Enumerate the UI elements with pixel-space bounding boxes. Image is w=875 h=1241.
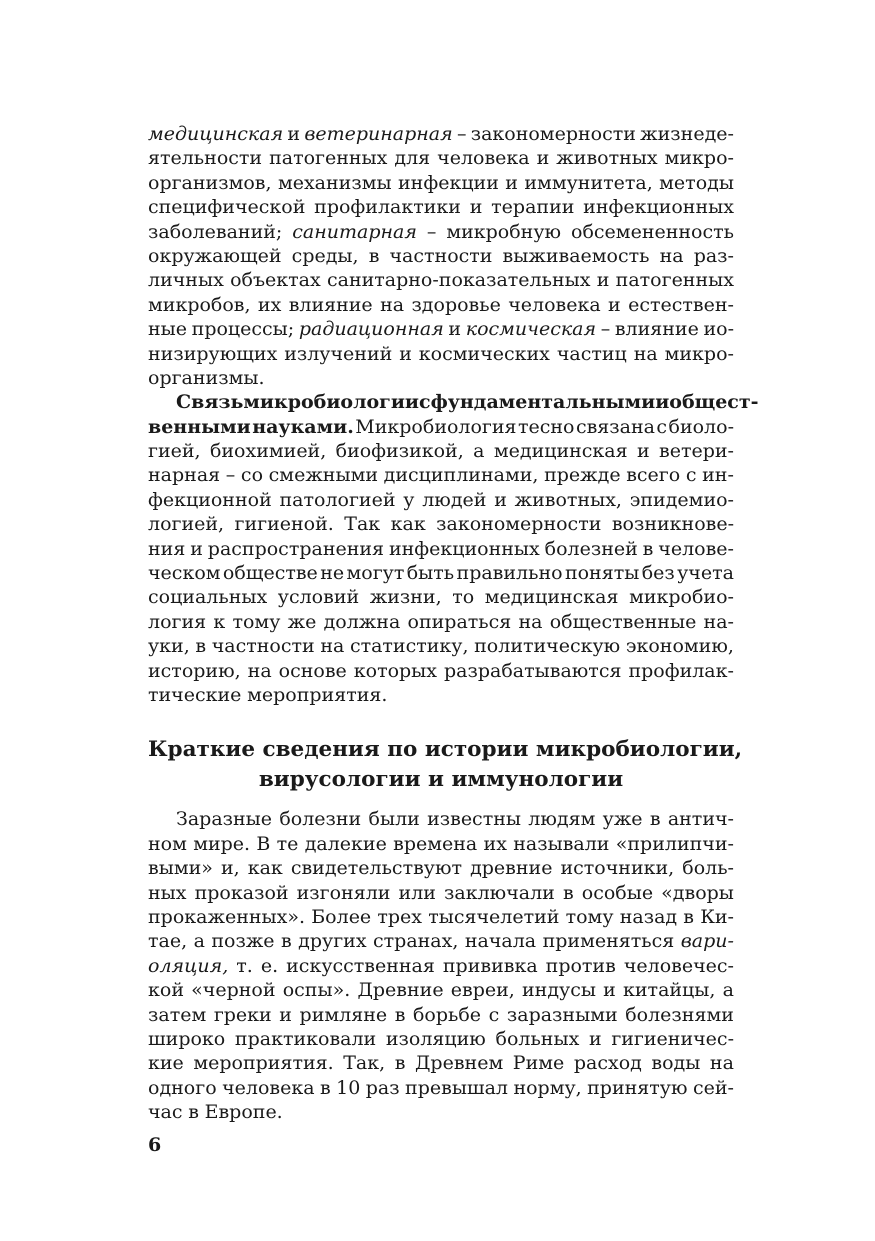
word: тические <box>148 683 242 706</box>
text-line <box>148 905 734 929</box>
word: Микробиология <box>355 415 517 438</box>
text-line <box>148 832 734 856</box>
word: Древнем <box>414 1052 504 1075</box>
word: Европе. <box>204 1101 283 1124</box>
text-line <box>148 1003 734 1027</box>
word: времена <box>393 832 478 855</box>
text-line <box>148 268 734 292</box>
word: логия <box>148 610 207 633</box>
word: далекие <box>304 832 387 855</box>
word: как <box>390 513 426 536</box>
word: на <box>518 610 543 633</box>
word: и <box>603 979 616 1002</box>
word: и <box>608 293 621 316</box>
word: патогенных <box>269 147 388 170</box>
word: микробиологии <box>243 391 420 414</box>
word: час <box>148 1101 183 1124</box>
text-line <box>148 439 734 463</box>
word: инфекционных <box>388 537 540 560</box>
text-line <box>148 807 734 831</box>
word: больных <box>495 1027 580 1050</box>
word: космическая <box>465 318 597 341</box>
word: с <box>488 1003 500 1026</box>
word: тому <box>232 610 281 633</box>
word: естествен- <box>628 293 734 316</box>
word: одного <box>148 1076 217 1099</box>
word: антич- <box>667 808 734 831</box>
text-line <box>148 220 734 244</box>
word: на <box>247 659 272 682</box>
word: Древние <box>357 979 444 1002</box>
word: эпидемио- <box>629 488 734 511</box>
word: евреи, <box>450 979 515 1002</box>
word: и <box>399 342 412 365</box>
word: их <box>257 293 282 316</box>
word: гигиеной. <box>234 513 334 536</box>
word: а <box>193 930 205 953</box>
word: боль- <box>682 857 734 880</box>
text-line <box>148 1100 734 1124</box>
word: возникнове- <box>611 513 734 536</box>
word: микробную <box>446 220 562 243</box>
word: оляция, <box>148 954 229 977</box>
word: жизни, <box>369 586 442 609</box>
word: закономерности <box>436 513 602 536</box>
word: в <box>368 244 380 267</box>
word: и <box>190 537 203 560</box>
word: в <box>683 905 694 928</box>
word: и <box>505 171 518 194</box>
word: к <box>213 610 226 633</box>
word: оспы». <box>282 979 351 1002</box>
section-heading <box>148 735 743 795</box>
word: в <box>642 537 654 560</box>
word: человека <box>222 1076 315 1099</box>
text-line <box>148 463 734 487</box>
word: всего <box>626 464 681 487</box>
word: ческом <box>148 562 221 585</box>
text-line <box>148 978 734 1002</box>
text-line <box>148 1076 734 1100</box>
word: и <box>536 147 550 170</box>
word: с <box>656 415 668 438</box>
text-line <box>148 415 734 439</box>
word: и, <box>220 857 240 880</box>
word: влияние <box>288 293 373 316</box>
word: общественные <box>549 610 697 633</box>
word: смежными <box>268 464 379 487</box>
word: в <box>394 1003 406 1026</box>
word: в <box>562 881 574 904</box>
word: прививка <box>442 954 538 977</box>
word: человека <box>437 147 530 170</box>
word: особые <box>581 881 654 904</box>
word: Так, <box>343 1052 386 1075</box>
word: животных <box>556 147 658 170</box>
word: санитарная <box>292 220 417 243</box>
word: воды <box>651 1052 701 1075</box>
word: низирующих <box>148 342 278 365</box>
word: уки, <box>148 635 190 658</box>
word: венными <box>148 415 251 438</box>
text-line <box>148 1051 734 1075</box>
word: и <box>596 269 610 292</box>
word: закономерности <box>470 123 636 145</box>
word: микро- <box>664 147 734 170</box>
word: превышал <box>405 1076 508 1099</box>
word: на <box>320 635 345 658</box>
word: греки <box>213 1003 272 1026</box>
word: жизнеде- <box>640 123 734 145</box>
word: микробио- <box>629 586 734 609</box>
word: китайцы, <box>623 979 716 1002</box>
word: – <box>225 464 236 487</box>
word: не <box>320 562 345 585</box>
word: и <box>448 318 462 341</box>
word: их <box>483 832 507 855</box>
word: микро- <box>664 342 734 365</box>
word: вари- <box>680 930 734 953</box>
word: болезней <box>544 537 638 560</box>
word: социальных <box>148 586 268 609</box>
text-line <box>148 512 734 536</box>
word: медицинская <box>493 440 628 463</box>
section-heading-line-1: Краткие сведения по истории микробиологии, <box>148 737 743 763</box>
text-line <box>148 881 734 905</box>
word: логией, <box>148 513 225 536</box>
word: тае, <box>148 930 188 953</box>
word: болезнями <box>625 1003 734 1026</box>
word: биохимией, <box>209 440 327 463</box>
word: же <box>287 610 317 633</box>
word: как <box>247 857 283 880</box>
word: иммунитета, <box>524 171 653 194</box>
word: процессы; <box>191 318 295 341</box>
word: с <box>419 391 431 414</box>
word: в <box>281 930 292 953</box>
text-line <box>148 317 734 341</box>
word: у <box>403 488 415 511</box>
word: правильно <box>456 562 563 585</box>
word: принятую <box>587 1076 688 1099</box>
word: – <box>456 123 467 145</box>
text-line <box>148 488 734 512</box>
word: или <box>398 881 436 904</box>
page-number: 6 <box>148 1134 162 1156</box>
word: заболеваний; <box>148 220 283 243</box>
word: изгоняли <box>296 881 391 904</box>
word: и <box>636 440 650 463</box>
word: науками. <box>252 415 354 438</box>
word: быть <box>406 562 455 585</box>
text-line <box>148 537 734 561</box>
word: человека <box>508 293 601 316</box>
word: на <box>633 342 658 365</box>
word: ветери- <box>659 440 734 463</box>
word: фекционной <box>148 488 272 511</box>
word: мероприятия. <box>247 683 388 706</box>
text-line <box>148 561 734 585</box>
paragraph-3 <box>148 807 734 1124</box>
word: в <box>394 1052 406 1075</box>
word: Более <box>311 905 372 928</box>
word: поняты <box>564 562 640 585</box>
word: прежде <box>544 464 621 487</box>
page-body <box>148 122 759 1124</box>
word: трех <box>377 905 423 928</box>
word: частности <box>211 635 315 658</box>
word: Заразные <box>176 808 273 831</box>
word: т. <box>236 954 253 977</box>
word: санитарно-показательных <box>326 269 591 292</box>
word: В <box>256 832 271 855</box>
word: ном <box>148 832 187 855</box>
word: медицинская <box>484 586 619 609</box>
text-line <box>148 954 734 978</box>
word: применяться <box>542 930 675 953</box>
word: профилак- <box>628 659 734 682</box>
word: и <box>279 1003 292 1026</box>
word: источники, <box>560 857 675 880</box>
word: историю, <box>148 659 241 682</box>
word: связана <box>575 415 655 438</box>
word: космических <box>418 342 550 365</box>
paragraph-1 <box>148 122 734 390</box>
word: мероприятия. <box>193 1052 334 1075</box>
text-line <box>148 585 734 609</box>
word: Ки- <box>700 905 734 928</box>
word: нарная <box>148 464 221 487</box>
word: медицинская <box>148 123 284 145</box>
word: терапии <box>491 196 575 219</box>
word: в <box>649 808 661 831</box>
word: инфекции <box>398 171 499 194</box>
word: тысячелетий <box>428 905 560 928</box>
word: Риме <box>512 1052 565 1075</box>
word: опираться <box>407 610 512 633</box>
text-line <box>148 195 734 219</box>
word: странах, <box>373 930 459 953</box>
word: выживаемость <box>502 244 650 267</box>
word: распространения <box>207 537 385 560</box>
word: основе <box>278 659 347 682</box>
word: были <box>368 808 420 831</box>
word: выми» <box>148 857 213 880</box>
text-line <box>148 366 734 390</box>
word: биоло- <box>668 415 734 438</box>
word: – <box>600 318 611 341</box>
word: организмы. <box>148 366 265 389</box>
word: тому <box>565 905 614 928</box>
word: челове- <box>658 537 734 560</box>
word: мире. <box>193 832 251 855</box>
word: ных <box>148 881 187 904</box>
text-line <box>148 659 734 683</box>
word: широко <box>148 1027 226 1050</box>
word: заключали <box>444 881 555 904</box>
word: а <box>473 440 485 463</box>
word: тесно <box>517 415 575 438</box>
word: сей- <box>692 1076 734 1099</box>
word: 10 <box>336 1076 361 1099</box>
text-line <box>148 122 734 146</box>
word: условий <box>277 586 360 609</box>
word: личных <box>148 269 224 292</box>
word: статистику, <box>349 635 469 658</box>
word: дисциплинами, <box>383 464 539 487</box>
word: заразными <box>506 1003 618 1026</box>
word: микробов, <box>148 293 251 316</box>
word: позже <box>211 930 275 953</box>
word: окружающей <box>148 244 282 267</box>
word: «дворы <box>661 881 734 904</box>
word: людей <box>422 488 487 511</box>
word: и <box>655 391 670 414</box>
word: организмов, <box>148 171 272 194</box>
word: с <box>685 464 697 487</box>
word: должна <box>323 610 401 633</box>
word: расход <box>573 1052 642 1075</box>
word: римляне <box>299 1003 388 1026</box>
word: ветеринарная <box>304 123 453 145</box>
word: кие <box>148 1052 184 1075</box>
text-line <box>148 390 759 414</box>
word: раз <box>365 1076 400 1099</box>
text-line <box>148 342 734 366</box>
word: ятельности <box>148 147 263 170</box>
word: общест- <box>669 391 759 414</box>
word: биофизикой, <box>335 440 464 463</box>
word: то <box>452 586 475 609</box>
word: обществе <box>222 562 318 585</box>
word: без <box>641 562 675 585</box>
word: практиковали <box>234 1027 377 1050</box>
word: Так <box>344 513 381 536</box>
word: и <box>287 123 301 145</box>
text-line <box>148 683 734 707</box>
section-heading-line-2: вирусологии и иммунологии <box>258 767 624 793</box>
text-line <box>148 146 734 170</box>
word: человечес- <box>623 954 734 977</box>
word: искусственная <box>286 954 435 977</box>
word: ин- <box>702 464 734 487</box>
word: «черной <box>191 979 276 1002</box>
word: частиц <box>556 342 627 365</box>
word: на- <box>703 610 734 633</box>
text-line <box>148 244 734 268</box>
word: обсемененность <box>571 220 734 243</box>
word: патологией <box>279 488 396 511</box>
paragraph-2 <box>148 390 759 707</box>
word: древние <box>470 857 553 880</box>
word: профилактики <box>314 196 461 219</box>
word: и <box>469 196 483 219</box>
word: экономию, <box>625 635 734 658</box>
word: гигиеничес- <box>611 1027 734 1050</box>
word: на <box>709 1052 734 1075</box>
word: здоровье <box>411 293 501 316</box>
word: со <box>240 464 264 487</box>
word: ные <box>148 318 188 341</box>
word: излучений <box>284 342 393 365</box>
word: затем <box>148 1003 207 1026</box>
word: Связь <box>176 391 244 414</box>
word: назад <box>619 905 678 928</box>
word: для <box>394 147 431 170</box>
word: политическую <box>474 635 621 658</box>
text-line <box>148 1027 734 1051</box>
word: среды, <box>291 244 359 267</box>
word: болезни <box>279 808 362 831</box>
word: могут <box>346 562 405 585</box>
word: влияние <box>614 318 699 341</box>
word: уже <box>602 808 643 831</box>
word: начала <box>464 930 537 953</box>
word: которых <box>353 659 438 682</box>
word: фундаментальными <box>430 391 656 414</box>
word: прокаженных». <box>148 905 306 928</box>
text-line <box>148 634 734 658</box>
word: механизмы <box>277 171 392 194</box>
word: специфической <box>148 196 306 219</box>
word: на <box>659 244 684 267</box>
text-line <box>148 856 734 880</box>
text-line <box>148 293 734 317</box>
word: ния <box>148 537 186 560</box>
word: других <box>298 930 367 953</box>
word: животных, <box>514 488 622 511</box>
word: в <box>188 1101 199 1124</box>
word: норму, <box>513 1076 582 1099</box>
word: борьбе <box>412 1003 482 1026</box>
word: проказой <box>194 881 289 904</box>
word: раз- <box>693 244 734 267</box>
word: и <box>588 1027 602 1050</box>
word: кой <box>148 979 184 1002</box>
word: учета <box>677 562 734 585</box>
word: те <box>276 832 299 855</box>
word: е. <box>260 954 279 977</box>
word: свидетельствуют <box>290 857 463 880</box>
word: объектах <box>230 269 321 292</box>
word: на <box>380 293 405 316</box>
word: патогенных <box>615 269 734 292</box>
word: и <box>494 488 507 511</box>
word: против <box>545 954 616 977</box>
word: известны <box>427 808 521 831</box>
word: методы <box>659 171 734 194</box>
word: «прилипчи- <box>615 832 734 855</box>
word: людям <box>528 808 596 831</box>
text-line <box>148 610 734 634</box>
word: гией, <box>148 440 201 463</box>
word: – <box>426 220 437 243</box>
word: инфекционных <box>583 196 734 219</box>
word: в <box>319 1076 331 1099</box>
word: частности <box>389 244 493 267</box>
text-line <box>148 171 734 195</box>
text-line <box>148 929 734 953</box>
word: ио- <box>703 318 734 341</box>
word: называли <box>513 832 610 855</box>
word: а <box>722 979 734 1002</box>
word: радиационная <box>298 318 444 341</box>
word: разрабатываются <box>444 659 622 682</box>
word: изоляцию <box>385 1027 486 1050</box>
word: в <box>195 635 207 658</box>
word: индусы <box>522 979 596 1002</box>
